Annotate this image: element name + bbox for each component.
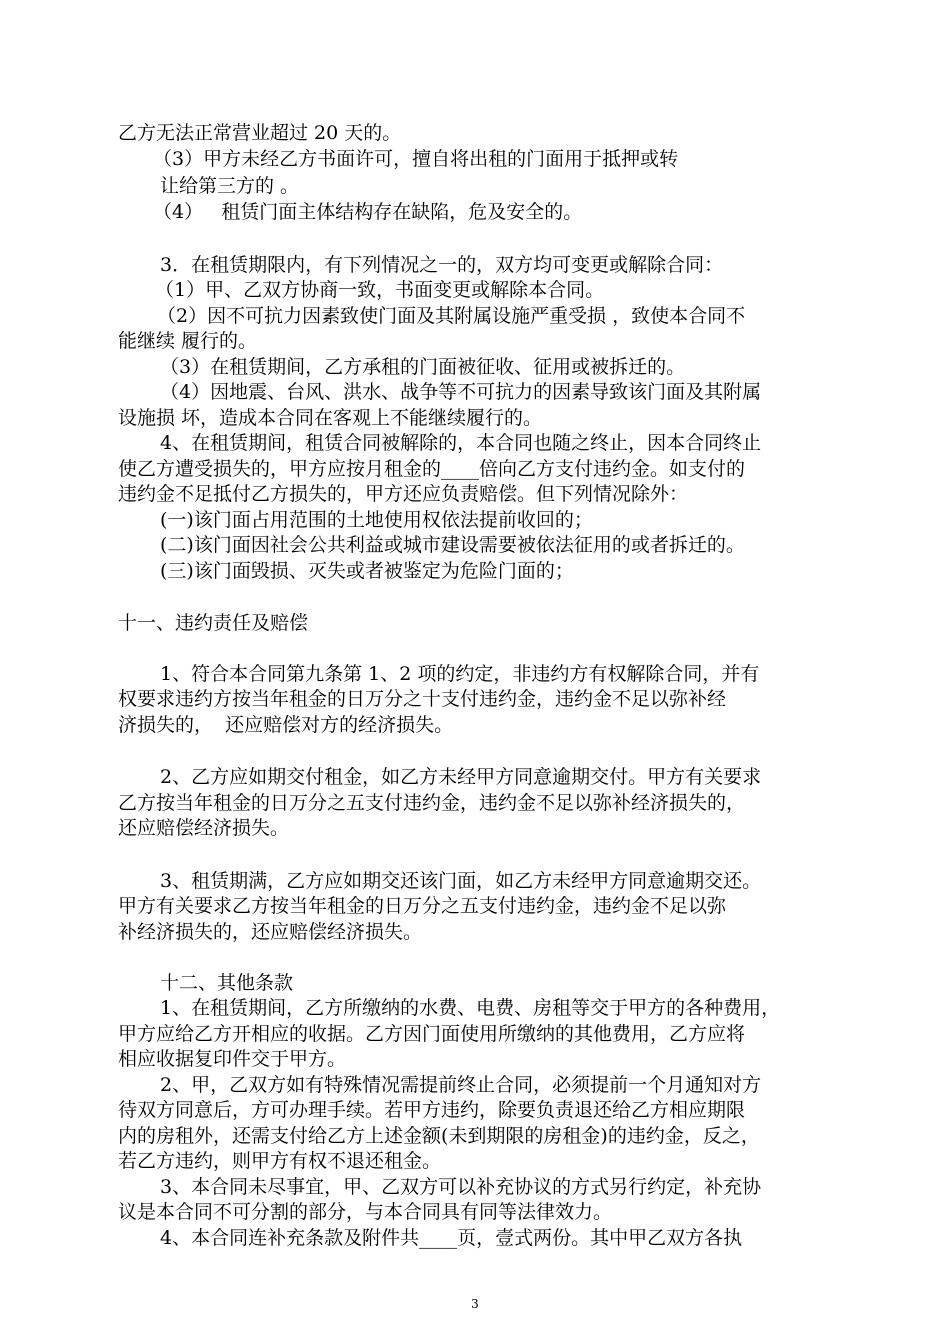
text-line: 内的房租外，还需支付给乙方上述金额(未到期限的房租金)的违约金，反之， — [118, 1125, 760, 1147]
text-line: （1）甲、乙双方协商一致，书面变更或解除本合同。 — [155, 279, 605, 301]
text-line: （3）在租赁期间，乙方承租的门面被征收、征用或被拆迁的。 — [160, 356, 686, 378]
text-line: 让给第三方的 。 — [160, 175, 300, 197]
text-line: （3）甲方未经乙方书面许可，擅自将出租的门面用于抵押或转 — [153, 148, 679, 170]
text-line: （4）因地震、台风、洪水、战争等不可抗力的因素导致该门面及其附属 — [160, 381, 762, 403]
text-line: 3．在租赁期限内，有下列情况之一的，双方均可变更或解除合同： — [160, 254, 724, 276]
text-line: 乙方按当年租金的日万分之五支付违约金，违约金不足以弥补经济损失的， — [118, 792, 746, 814]
text-line: 1、在租赁期间，乙方所缴纳的水费、电费、房租等交于甲方的各种费用， — [160, 997, 781, 1019]
text-line: 设施损 坏，造成本合同在客观上不能继续履行的。 — [118, 407, 543, 429]
text-line: 若乙方违约，则甲方有权不退还租金。 — [118, 1150, 442, 1172]
text-line: （2）因不可抗力因素致使门面及其附属设施严重受损 ，致使本合同不 — [157, 305, 746, 327]
text-line: 甲方有关要求乙方按当年租金的日万分之五支付违约金，违约金不足以弥 — [118, 895, 727, 917]
text-line: 议是本合同不可分割的部分，与本合同具有同等法律效力。 — [118, 1201, 613, 1223]
section-heading: 十二、其他条款 — [160, 972, 294, 994]
text-line: (一)该门面占用范围的土地使用权依法提前收回的； — [160, 509, 593, 531]
text-line: 乙方无法正常营业超过 20 天的。 — [118, 122, 402, 144]
text-line: 违约金不足抵付乙方损失的，甲方还应负责赔偿。但下列情况除外： — [118, 483, 689, 505]
text-line: （4） 租赁门面主体结构存在缺陷，危及安全的。 — [153, 201, 583, 223]
text-line: 甲方应给乙方开相应的收据。乙方因门面使用所缴纳的其他费用，乙方应将 — [118, 1023, 746, 1045]
text-line: 2、甲，乙双方如有特殊情况需提前终止合同，必须提前一个月通知对方 — [160, 1074, 762, 1096]
text-line: 4、本合同连补充条款及附件共____页，壹式两份。其中甲乙双方各执 — [160, 1227, 743, 1249]
text-line: 3、本合同未尽事宜，甲、乙双方可以补充协议的方式另行约定，补充协 — [160, 1176, 762, 1198]
text-line: 待双方同意后，方可办理手续。若甲方违约，除要负责退还给乙方相应期限 — [118, 1099, 746, 1121]
text-line: 能继续 履行的。 — [118, 330, 258, 352]
text-line: 3、租赁期满，乙方应如期交还该门面，如乙方未经甲方同意逾期交还。 — [160, 870, 762, 892]
text-line: 使乙方遭受损失的，甲方应按月租金的____倍向乙方支付违约金。如支付的 — [118, 458, 746, 480]
text-line: 补经济损失的，还应赔偿经济损失。 — [118, 921, 423, 943]
text-line: (二)该门面因社会公共利益或城市建设需要被依法征用的或者拆迁的。 — [160, 534, 745, 556]
section-heading: 十一、违约责任及赔偿 — [118, 612, 309, 634]
text-line: 4、在租赁期间，租赁合同被解除的，本合同也随之终止，因本合同终止 — [160, 432, 762, 454]
text-line: 2、乙方应如期交付租金，如乙方未经甲方同意逾期交付。甲方有关要求 — [160, 766, 762, 788]
text-line: 还应赔偿经济损失。 — [118, 817, 290, 839]
text-line: (三)该门面毁损、灭失或者被鉴定为危险门面的； — [160, 560, 574, 582]
text-line: 权要求违约方按当年租金的日万分之十支付违约金，违约金不足以弥补经 — [118, 688, 727, 710]
page-number: 3 — [471, 1297, 479, 1311]
text-line: 相应收据复印件交于甲方。 — [118, 1048, 347, 1070]
text-line: 1、符合本合同第九条第 1、2 项的约定，非违约方有权解除合同，并有 — [160, 663, 760, 685]
text-line: 济损失的， 还应赔偿对方的经济损失。 — [118, 714, 454, 736]
